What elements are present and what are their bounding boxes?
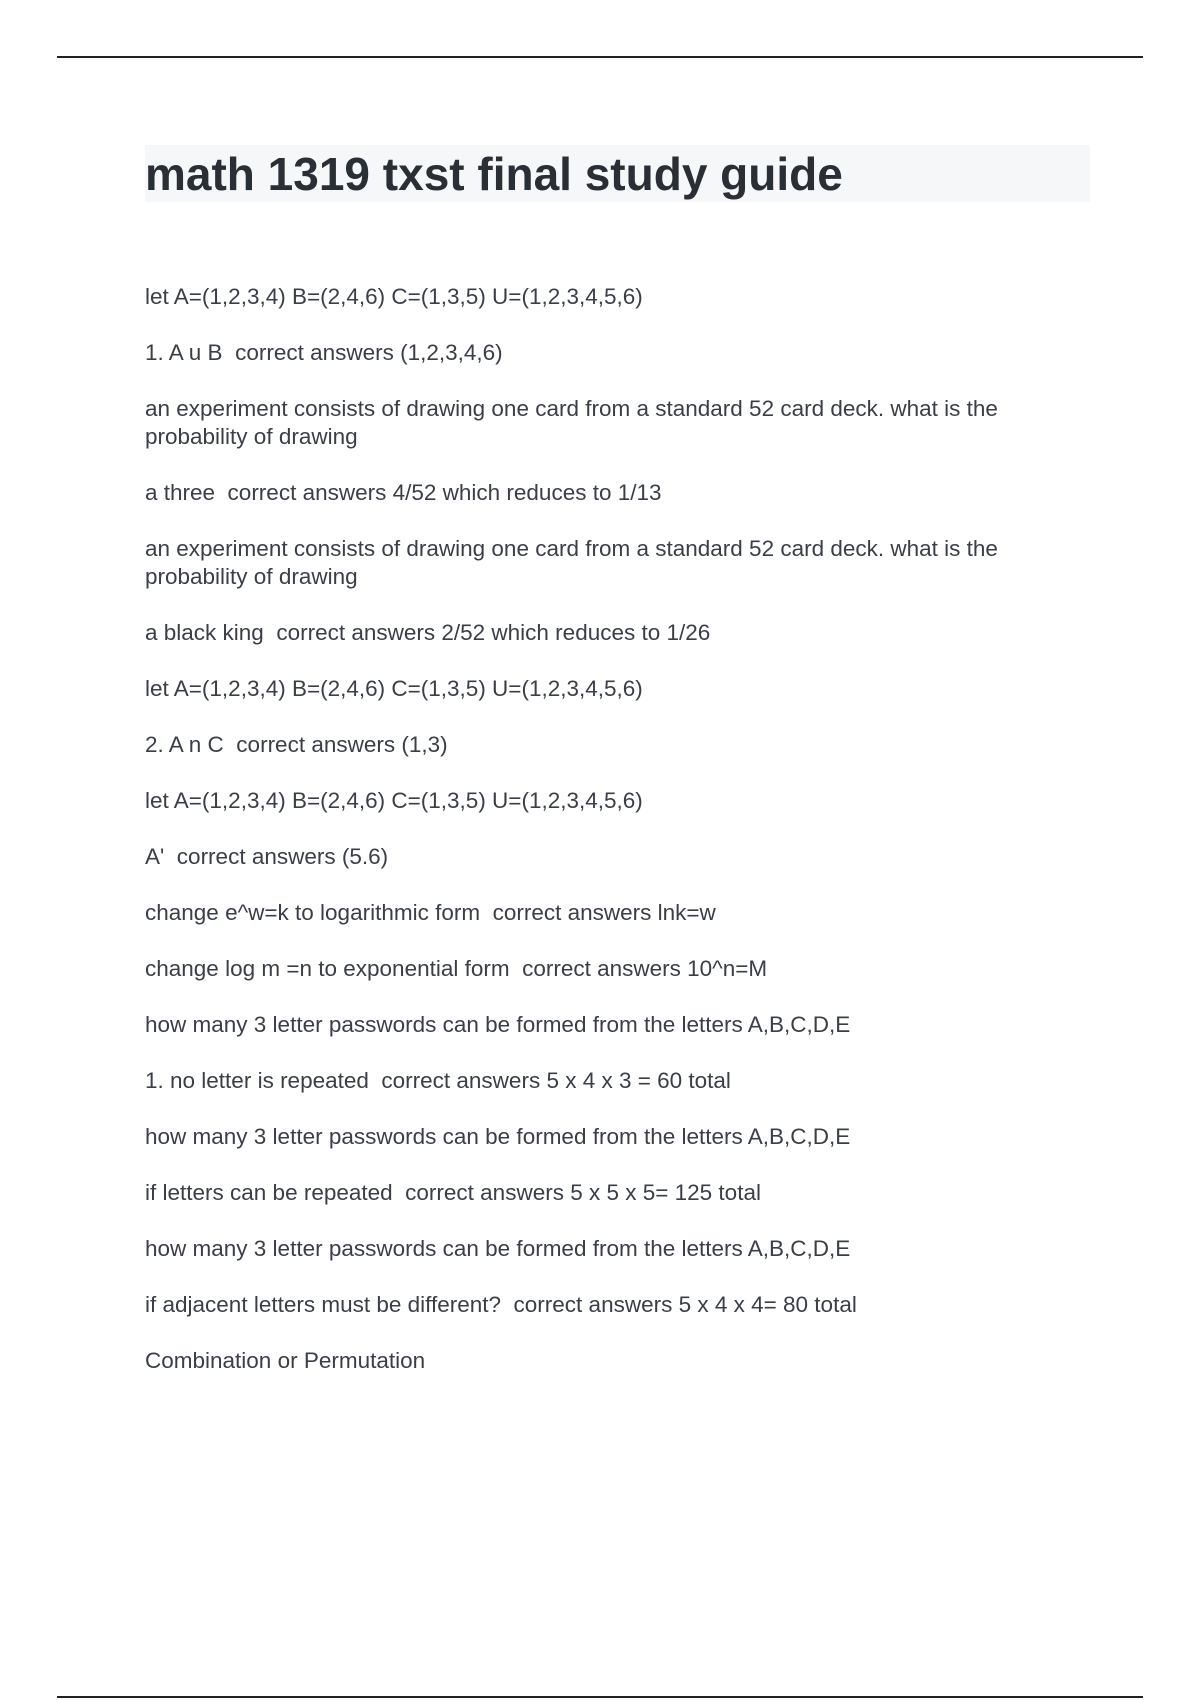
paragraph: if letters can be repeated correct answers 5 x 5 x 5= 125 total bbox=[145, 1180, 761, 1205]
paragraph: how many 3 letter passwords can be formed from the letters A,B,C,D,E bbox=[145, 1236, 851, 1261]
paragraph: how many 3 letter passwords can be formed from the letters A,B,C,D,E bbox=[145, 1012, 851, 1037]
paragraph: a three correct answers 4/52 which reduces to 1/13 bbox=[145, 480, 662, 505]
top-divider bbox=[57, 56, 1143, 58]
paragraph: 1. A u B correct answers (1,2,3,4,6) bbox=[145, 340, 503, 365]
paragraph: if adjacent letters must be different? correct answers 5 x 4 x 4= 80 total bbox=[145, 1292, 857, 1317]
document-title: math 1319 txst final study guide bbox=[145, 148, 843, 200]
paragraph: change e^w=k to logarithmic form correct answers lnk=w bbox=[145, 900, 716, 925]
paragraph: an experiment consists of drawing one card from a standard 52 card deck. what is the probability of drawing bbox=[145, 536, 1005, 589]
paragraph: let A=(1,2,3,4) B=(2,4,6) C=(1,3,5) U=(1,2,3,4,5,6) bbox=[145, 788, 643, 813]
paragraph: Combination or Permutation bbox=[145, 1348, 426, 1373]
paragraph: let A=(1,2,3,4) B=(2,4,6) C=(1,3,5) U=(1,2,3,4,5,6) bbox=[145, 676, 643, 701]
paragraph: A' correct answers (5.6) bbox=[145, 844, 389, 869]
paragraph: how many 3 letter passwords can be formed from the letters A,B,C,D,E bbox=[145, 1124, 851, 1149]
bottom-divider bbox=[57, 1696, 1143, 1698]
paragraph: a black king correct answers 2/52 which reduces to 1/26 bbox=[145, 620, 711, 645]
document-body bbox=[145, 283, 1090, 1403]
paragraph: 2. A n C correct answers (1,3) bbox=[145, 732, 448, 757]
paragraph: an experiment consists of drawing one card from a standard 52 card deck. what is the probability of drawing bbox=[145, 396, 1005, 449]
paragraph: 1. no letter is repeated correct answers 5 x 4 x 3 = 60 total bbox=[145, 1068, 731, 1093]
paragraph: let A=(1,2,3,4) B=(2,4,6) C=(1,3,5) U=(1,2,3,4,5,6) bbox=[145, 284, 643, 309]
paragraph: change log m =n to exponential form correct answers 10^n=M bbox=[145, 956, 768, 981]
